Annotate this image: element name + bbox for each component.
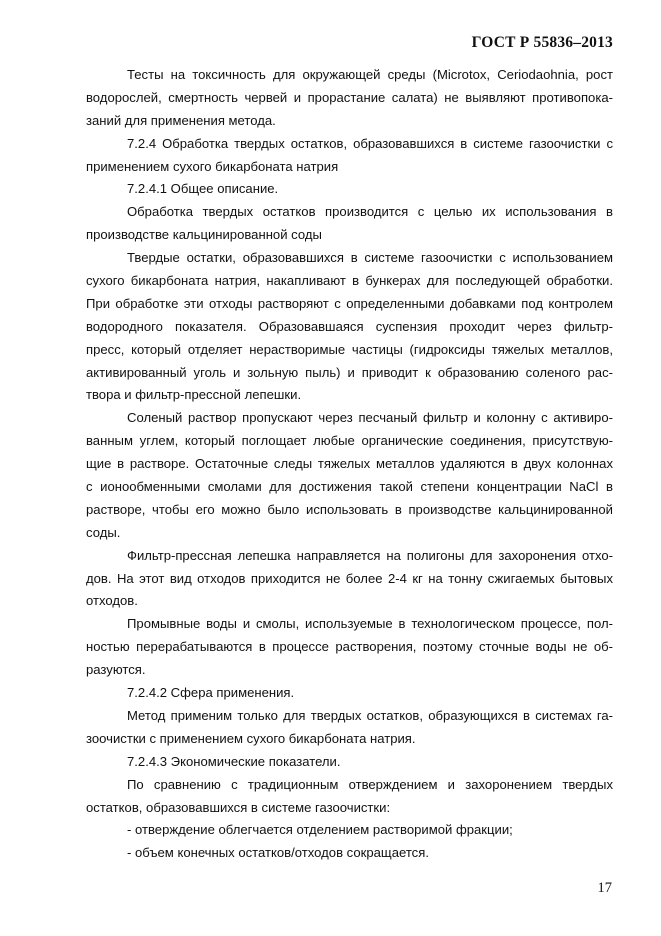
document-id: ГОСТ Р 55836–2013 (471, 34, 613, 51)
text-line: сухого бикарбоната натрия, накапливают в бункерах для последующей обработки. (86, 273, 613, 289)
paragraph (86, 705, 613, 751)
text-line: щие в растворе. Остаточные следы тяжелых металлов удаляются в двух колоннах (86, 456, 613, 472)
list-item (86, 819, 613, 842)
text-line: разуются. (86, 662, 146, 678)
text-line: с ионообменными смолами для достижения такой степени концентрации NaCl в (86, 479, 613, 495)
subsection-heading (86, 178, 613, 201)
text-line: Метод применим только для твердых остатков, образующихся в системах га- (127, 707, 613, 723)
text-line: Фильтр-прессная лепешка направляется на полигоны для захоронения отхо- (127, 547, 613, 563)
text-line: водорослей, смертность червей и прорастание салата) не выявляют противопока- (86, 89, 613, 105)
text-line: соды. (86, 524, 121, 540)
text-line: При обработке эти отходы растворяют с определенными добавками под контролем (86, 295, 613, 311)
text-line: Твердые остатки, образовавшихся в системе газоочистки с использованием (127, 250, 613, 266)
text-line: - объем конечных остатков/отходов сокращается. (127, 845, 429, 861)
text-line: 7.2.4 Обработка твердых остатков, образовавшихся в системе газоочистки с (127, 135, 613, 151)
text-line: производстве кальцинированной соды (86, 227, 322, 243)
text-line: 7.2.4.1 Общее описание. (127, 181, 279, 197)
text-line: зоочистки с применением сухого бикарбоната натрия. (86, 730, 416, 746)
text-line: Тесты на токсичность для окружающей среды (Microtox, Ceriodaohnia, рост (127, 67, 613, 82)
page-number: 17 (597, 880, 612, 896)
paragraph (86, 613, 613, 682)
paragraph (86, 247, 613, 407)
text-line: дов. На этот вид отходов приходится не более 2-4 кг на тонну сжигаемых бытовых (86, 570, 613, 586)
text-line: - отверждение облегчается отделением растворимой фракции; (127, 822, 513, 838)
list-item (86, 842, 613, 865)
subsection-heading (86, 682, 613, 705)
text-line: По сравнению с традиционным отверждением и захоронением твердых (127, 776, 613, 792)
text-line: пресс, который отделяет нерастворимые частицы (гидроксиды тяжелых металлов, (86, 341, 613, 357)
text-line: отходов. (86, 593, 138, 609)
text-line: Соленый раствор пропускают через песчаный фильтр и колонну с активиро- (127, 410, 613, 426)
document-body (86, 64, 613, 865)
text-line: растворе, чтобы его можно было использовать в производстве кальцинированной (86, 501, 613, 517)
paragraph (86, 545, 613, 614)
text-line: ванным углем, который поглощает любые органические соединения, присутствую- (86, 433, 613, 449)
subsection-heading (86, 751, 613, 774)
paragraph (86, 407, 613, 544)
text-line: водородного показателя. Образовавшаяся суспензия проходит через фильтр- (86, 318, 613, 334)
text-line: заний для применения метода. (86, 112, 276, 128)
text-line: 7.2.4.3 Экономические показатели. (127, 753, 341, 769)
text-line: 7.2.4.2 Сфера применения. (127, 685, 295, 701)
text-line: Обработка твердых остатков производится с целью их использования в (127, 204, 613, 220)
paragraph (86, 64, 613, 133)
section-heading (86, 133, 613, 179)
text-line: ностью перерабатываются в процессе растворения, поэтому сточные воды не об- (86, 639, 613, 655)
paragraph (86, 201, 613, 247)
text-line: Промывные воды и смолы, используемые в технологическом процессе, пол- (127, 616, 613, 632)
paragraph (86, 774, 613, 820)
text-line: применением сухого бикарбоната натрия (86, 158, 339, 174)
text-line: остатков, образовавшихся в системе газоочистки: (86, 799, 391, 815)
text-line: активированный уголь и зольную пыль) и приводит к образованию соленого рас- (86, 364, 613, 380)
text-line: твора и фильтр-прессной лепешки. (86, 387, 302, 403)
